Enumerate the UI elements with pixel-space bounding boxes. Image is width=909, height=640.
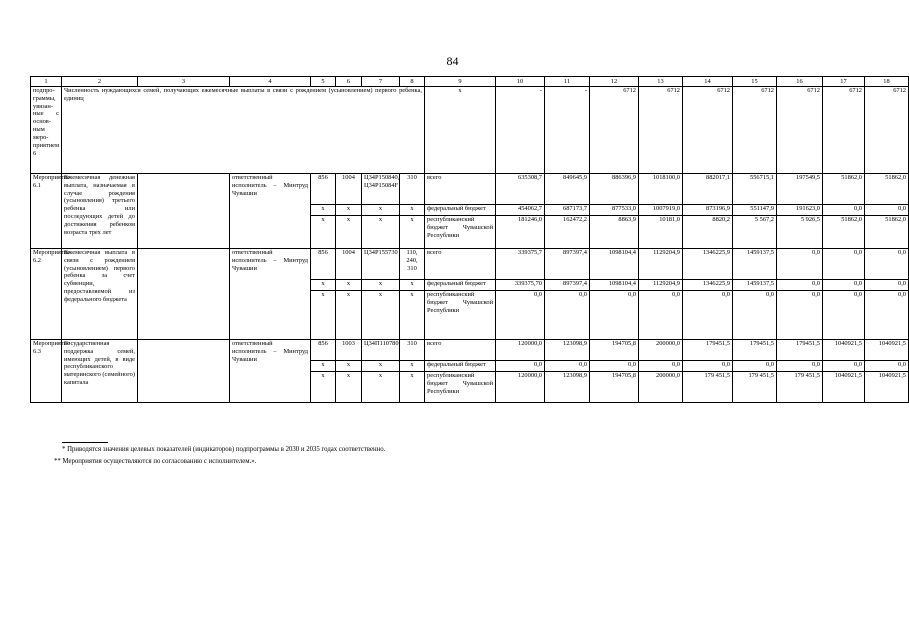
indicator-value: 6712 bbox=[865, 87, 909, 174]
value-cell: 0,0 bbox=[865, 280, 909, 291]
code-cell: 1003 bbox=[336, 340, 362, 361]
code-cell: x bbox=[311, 361, 336, 372]
indicator-text: Численность нуждающихся семей, получающих ежемесячные выплаты в связи с рождением (усыновлением) первого ребенка, единиц bbox=[62, 87, 425, 174]
indicator-value: 6712 bbox=[777, 87, 823, 174]
code-cell: x bbox=[400, 372, 425, 403]
measure-executor: ответственный исполнитель – Минтруд Чувашии bbox=[230, 340, 311, 403]
header-cell: 17 bbox=[823, 77, 865, 87]
value-cell: 1346225,9 bbox=[683, 249, 733, 280]
value-cell: 635308,7 bbox=[496, 174, 545, 205]
code-cell: x bbox=[336, 361, 362, 372]
header-cell: 8 bbox=[400, 77, 425, 87]
funding-source: всего bbox=[425, 249, 496, 280]
value-cell: 1007919,0 bbox=[639, 205, 683, 216]
indicator-value: 6712 bbox=[823, 87, 865, 174]
header-row bbox=[31, 77, 909, 87]
code-cell: x bbox=[311, 205, 336, 216]
value-cell: 1040921,5 bbox=[823, 340, 865, 361]
header-cell: 3 bbox=[138, 77, 230, 87]
value-cell: 5 926,5 bbox=[777, 216, 823, 249]
code-cell: 856 bbox=[311, 174, 336, 205]
code-cell: x bbox=[336, 291, 362, 340]
code-cell: 856 bbox=[311, 249, 336, 280]
value-cell: 123098,9 bbox=[545, 372, 590, 403]
code-cell: Ц34П110780 bbox=[362, 340, 400, 361]
code-cell: x bbox=[400, 280, 425, 291]
value-cell: 339375,70 bbox=[496, 280, 545, 291]
value-cell: 0,0 bbox=[496, 361, 545, 372]
header-cell: 10 bbox=[496, 77, 545, 87]
code-cell: 1004 bbox=[336, 249, 362, 280]
value-cell: 0,0 bbox=[777, 361, 823, 372]
value-cell: 1040921,5 bbox=[865, 372, 909, 403]
value-cell: 194705,8 bbox=[590, 340, 639, 361]
measure-name: Ежемесячная денежная выплата, назначаемая в случае рождения (усыновления) третьего ребенка или последующих детей до достижения ребенком возраста трех лет bbox=[62, 174, 138, 249]
value-cell: 0,0 bbox=[683, 291, 733, 340]
value-cell: 179 451,5 bbox=[683, 372, 733, 403]
value-cell: 1129204,9 bbox=[639, 280, 683, 291]
funding-source: федеральный бюджет bbox=[425, 361, 496, 372]
value-cell: 556715,1 bbox=[733, 174, 777, 205]
footnote-1: * Приводятся значения целевых показателей (индикаторов) подпрограммы в 2030 и 2035 годах соответственно. bbox=[62, 446, 386, 453]
value-cell: 0,0 bbox=[823, 291, 865, 340]
funding-source: республиканский бюджет Чувашской Республики bbox=[425, 291, 496, 340]
value-cell: 886396,9 bbox=[590, 174, 639, 205]
value-cell: 1129204,9 bbox=[639, 249, 683, 280]
value-cell: 0,0 bbox=[639, 361, 683, 372]
measure-name: Ежемесячная выплата в связи с рождением (усыновлением) первого ребенка за счет субвенции, предоставляемой из федерального бюджета bbox=[62, 249, 138, 340]
value-cell: 897397,4 bbox=[545, 249, 590, 280]
measure-executor: ответственный исполнитель – Минтруд Чувашии bbox=[230, 174, 311, 249]
code-cell: 110, 240, 310 bbox=[400, 249, 425, 280]
code-cell: x bbox=[336, 216, 362, 249]
value-cell: 0,0 bbox=[733, 291, 777, 340]
value-cell: 8820,2 bbox=[683, 216, 733, 249]
code-cell: Ц34Р155730 bbox=[362, 249, 400, 280]
header-cell: 1 bbox=[31, 77, 62, 87]
funding-source: федеральный бюджет bbox=[425, 280, 496, 291]
code-cell: x bbox=[400, 216, 425, 249]
value-cell: 120000,0 bbox=[496, 340, 545, 361]
value-cell: 0,0 bbox=[733, 361, 777, 372]
code-cell: x bbox=[362, 280, 400, 291]
value-cell: 551147,9 bbox=[733, 205, 777, 216]
value-cell: 181246,0 bbox=[496, 216, 545, 249]
funding-source: всего bbox=[425, 340, 496, 361]
code-cell: Ц34Р150840, Ц34Р15084F bbox=[362, 174, 400, 205]
code-cell: x bbox=[311, 291, 336, 340]
value-cell: 191623,0 bbox=[777, 205, 823, 216]
value-cell: 897397,4 bbox=[545, 280, 590, 291]
indicator-value: - bbox=[545, 87, 590, 174]
value-cell: 339375,7 bbox=[496, 249, 545, 280]
value-cell: 5 567,2 bbox=[733, 216, 777, 249]
code-cell: x bbox=[311, 372, 336, 403]
value-cell: 849645,9 bbox=[545, 174, 590, 205]
value-cell: 0,0 bbox=[545, 361, 590, 372]
value-cell: 0,0 bbox=[639, 291, 683, 340]
value-cell: 0,0 bbox=[777, 280, 823, 291]
header-cell: 15 bbox=[733, 77, 777, 87]
code-cell: x bbox=[362, 361, 400, 372]
value-cell: 179451,5 bbox=[683, 340, 733, 361]
code-cell: 1004 bbox=[336, 174, 362, 205]
code-cell: 856 bbox=[311, 340, 336, 361]
header-cell: 4 bbox=[230, 77, 311, 87]
code-cell: x bbox=[336, 205, 362, 216]
indicator-row bbox=[31, 87, 909, 174]
value-cell: 179451,5 bbox=[777, 340, 823, 361]
value-cell: 162472,2 bbox=[545, 216, 590, 249]
value-cell: 0,0 bbox=[865, 249, 909, 280]
indicator-col9: x bbox=[425, 87, 496, 174]
value-cell: 10181,0 bbox=[639, 216, 683, 249]
code-cell: x bbox=[362, 372, 400, 403]
value-cell: 877533,0 bbox=[590, 205, 639, 216]
value-cell: 0,0 bbox=[823, 205, 865, 216]
indicator-value: 6712 bbox=[733, 87, 777, 174]
table-body bbox=[31, 77, 909, 403]
value-cell: 179 451,5 bbox=[733, 372, 777, 403]
value-cell: 882017,1 bbox=[683, 174, 733, 205]
value-cell: 0,0 bbox=[865, 361, 909, 372]
value-cell: 179 451,5 bbox=[777, 372, 823, 403]
value-cell: 51862,0 bbox=[823, 174, 865, 205]
value-cell: 51862,0 bbox=[865, 216, 909, 249]
header-cell: 12 bbox=[590, 77, 639, 87]
measure-row bbox=[31, 340, 909, 361]
funding-source: федеральный бюджет bbox=[425, 205, 496, 216]
measure-code: Мероприятие 6.1 bbox=[31, 174, 62, 249]
code-cell: 310 bbox=[400, 340, 425, 361]
indicator-value: 6712 bbox=[683, 87, 733, 174]
funding-source: республиканский бюджет Чувашской Республики bbox=[425, 372, 496, 403]
code-cell: x bbox=[311, 216, 336, 249]
header-cell: 11 bbox=[545, 77, 590, 87]
value-cell: 0,0 bbox=[865, 291, 909, 340]
value-cell: 0,0 bbox=[590, 361, 639, 372]
code-cell: x bbox=[400, 361, 425, 372]
measure-name: Государственная поддержка семей, имеющих детей, в виде республиканского материнского (семейного) капитала bbox=[62, 340, 138, 403]
code-cell: x bbox=[400, 205, 425, 216]
value-cell: 0,0 bbox=[823, 249, 865, 280]
value-cell: 454062,7 bbox=[496, 205, 545, 216]
funding-source: всего bbox=[425, 174, 496, 205]
value-cell: 0,0 bbox=[496, 291, 545, 340]
header-cell: 6 bbox=[336, 77, 362, 87]
value-cell: 687173,7 bbox=[545, 205, 590, 216]
value-cell: 179451,5 bbox=[733, 340, 777, 361]
value-cell: 0,0 bbox=[865, 205, 909, 216]
value-cell: 1098104,4 bbox=[590, 280, 639, 291]
indicator-value: 6712 bbox=[639, 87, 683, 174]
header-cell: 16 bbox=[777, 77, 823, 87]
value-cell: 1040921,5 bbox=[865, 340, 909, 361]
measure-empty-cell bbox=[138, 174, 230, 249]
measure-executor: ответственный исполнитель – Минтруд Чувашии bbox=[230, 249, 311, 340]
code-cell: x bbox=[362, 291, 400, 340]
header-cell: 9 bbox=[425, 77, 496, 87]
indicator-value: 6712 bbox=[590, 87, 639, 174]
value-cell: 0,0 bbox=[777, 291, 823, 340]
code-cell: x bbox=[362, 216, 400, 249]
program-table bbox=[30, 76, 909, 403]
header-cell: 7 bbox=[362, 77, 400, 87]
value-cell: 1098104,4 bbox=[590, 249, 639, 280]
value-cell: 197549,5 bbox=[777, 174, 823, 205]
value-cell: 200000,0 bbox=[639, 340, 683, 361]
value-cell: 200000,0 bbox=[639, 372, 683, 403]
footnote-2: ** Мероприятия осуществляются по согласованию с исполнителем.». bbox=[54, 458, 257, 465]
measure-code: Мероприятие 6.3 bbox=[31, 340, 62, 403]
header-cell: 13 bbox=[639, 77, 683, 87]
value-cell: 0,0 bbox=[823, 280, 865, 291]
code-cell: x bbox=[400, 291, 425, 340]
header-cell: 5 bbox=[311, 77, 336, 87]
value-cell: 1018100,0 bbox=[639, 174, 683, 205]
value-cell: 51862,0 bbox=[865, 174, 909, 205]
value-cell: 194705,8 bbox=[590, 372, 639, 403]
value-cell: 1459137,5 bbox=[733, 280, 777, 291]
value-cell: 51862,0 bbox=[823, 216, 865, 249]
measure-row bbox=[31, 249, 909, 280]
code-cell: x bbox=[362, 205, 400, 216]
value-cell: 0,0 bbox=[823, 361, 865, 372]
value-cell: 1459137,5 bbox=[733, 249, 777, 280]
measure-empty-cell bbox=[138, 340, 230, 403]
measure-row bbox=[31, 174, 909, 205]
header-cell: 2 bbox=[62, 77, 138, 87]
page-number: 84 bbox=[446, 54, 459, 68]
header-cell: 14 bbox=[683, 77, 733, 87]
indicator-value: - bbox=[496, 87, 545, 174]
header-cell: 18 bbox=[865, 77, 909, 87]
value-cell: 1346225,9 bbox=[683, 280, 733, 291]
value-cell: 0,0 bbox=[777, 249, 823, 280]
value-cell: 0,0 bbox=[590, 291, 639, 340]
code-cell: x bbox=[336, 280, 362, 291]
measure-code: Мероприятие 6.2 bbox=[31, 249, 62, 340]
code-cell: 310 bbox=[400, 174, 425, 205]
value-cell: 120000,0 bbox=[496, 372, 545, 403]
value-cell: 8863,9 bbox=[590, 216, 639, 249]
indicator-label: подпро-граммы, увязан-ные с основ-ным меро-приятием 6 bbox=[31, 87, 62, 174]
value-cell: 0,0 bbox=[545, 291, 590, 340]
value-cell: 873196,9 bbox=[683, 205, 733, 216]
footnote-separator bbox=[62, 442, 108, 443]
code-cell: x bbox=[336, 372, 362, 403]
funding-source: республиканский бюджет Чувашской Республики bbox=[425, 216, 496, 249]
value-cell: 1040921,5 bbox=[823, 372, 865, 403]
code-cell: x bbox=[311, 280, 336, 291]
measure-empty-cell bbox=[138, 249, 230, 340]
value-cell: 0,0 bbox=[683, 361, 733, 372]
value-cell: 123098,9 bbox=[545, 340, 590, 361]
